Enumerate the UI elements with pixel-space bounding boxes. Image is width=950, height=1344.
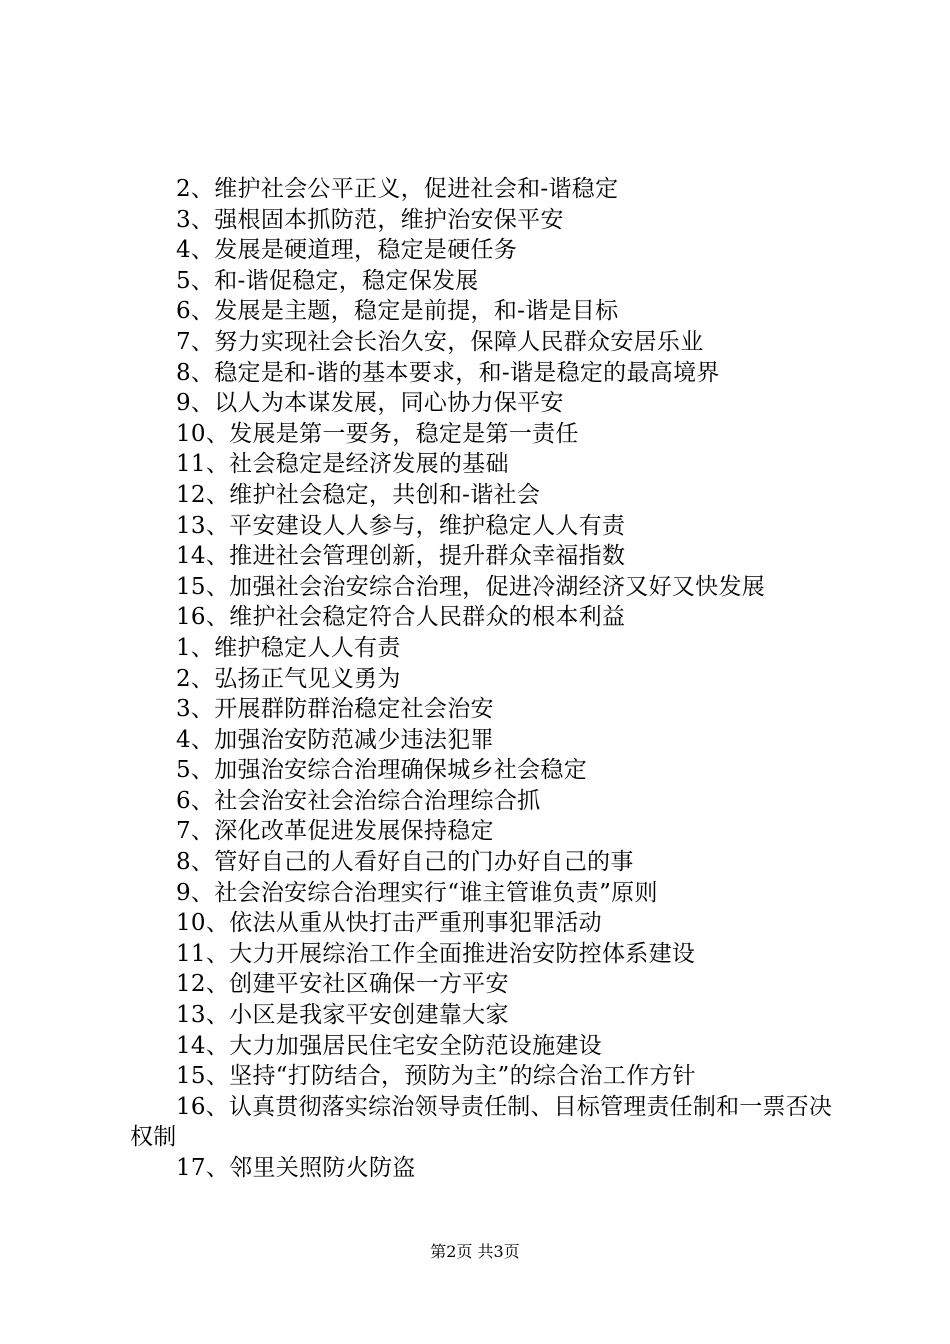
- list-item: 4、发展是硬道理，稳定是硬任务: [176, 237, 518, 264]
- list-item: 17、邻里关照防火防盗: [176, 1155, 416, 1181]
- list-item: 6、发展是主题，稳定是前提，和-谐是目标: [176, 298, 619, 325]
- list-item: 4、加强治安防范减少违法犯罪: [176, 726, 494, 753]
- list-item: 16、维护社会稳定符合人民群众的根本利益: [176, 604, 626, 631]
- list-item: 15、加强社会治安综合治理，促进冷湖经济又好又快发展: [176, 573, 766, 600]
- list-item: 11、大力开展综治工作全面推进治安防控体系建设: [176, 940, 696, 967]
- list-item: 14、大力加强居民住宅安全防范设施建设: [176, 1032, 602, 1059]
- list-item: 11、社会稳定是经济发展的基础: [176, 451, 509, 478]
- list-item: 13、小区是我家平安创建靠大家: [176, 1002, 509, 1029]
- list-item: 5、和-谐促稳定，稳定保发展: [176, 267, 479, 294]
- list-item: 8、稳定是和-谐的基本要求，和-谐是稳定的最高境界: [176, 359, 720, 386]
- list-item: 7、努力实现社会长治久安，保障人民群众安居乐业: [176, 328, 704, 355]
- list-item: 9、社会治安综合治理实行“谁主管谁负责”原则: [176, 879, 658, 906]
- slogan-list: [130, 174, 840, 1184]
- list-item: 2、维护社会公平正义，促进社会和-谐稳定: [176, 176, 619, 202]
- list-item: 5、加强治安综合治理确保城乡社会稳定: [176, 757, 588, 784]
- page-number-footer: 第2页 共3页: [430, 1242, 520, 1261]
- list-item: 3、强根固本抓防范，维护治安保平安: [176, 206, 564, 233]
- list-item: 12、创建平安社区确保一方平安: [176, 971, 509, 998]
- list-item: 2、弘扬正气见义勇为: [176, 665, 401, 692]
- list-item: 9、以人为本谋发展，同心协力保平安: [176, 390, 564, 417]
- list-item: 10、发展是第一要务，稳定是第一责任: [176, 420, 579, 447]
- list-item: 13、平安建设人人参与，维护稳定人人有责: [176, 512, 626, 539]
- list-item: 7、深化改革促进发展保持稳定: [176, 818, 494, 845]
- list-item: 6、社会治安社会治综合治理综合抓: [176, 787, 541, 814]
- list-item: 15、坚持“打防结合，预防为主”的综合治工作方针: [176, 1063, 696, 1090]
- list-item: 1、维护稳定人人有责: [176, 634, 401, 661]
- list-item: 16、认真贯彻落实综治领导责任制、目标管理责任制和一票否决权制: [130, 1093, 833, 1151]
- list-item: 10、依法从重从快打击严重刑事犯罪活动: [176, 910, 602, 937]
- list-item: 8、管好自己的人看好自己的门办好自己的事: [176, 849, 634, 876]
- list-item: 3、开展群防群治稳定社会治安: [176, 696, 494, 723]
- list-item: 14、推进社会管理创新，提升群众幸福指数: [176, 543, 626, 570]
- list-item: 12、维护社会稳定，共创和-谐社会: [176, 481, 541, 508]
